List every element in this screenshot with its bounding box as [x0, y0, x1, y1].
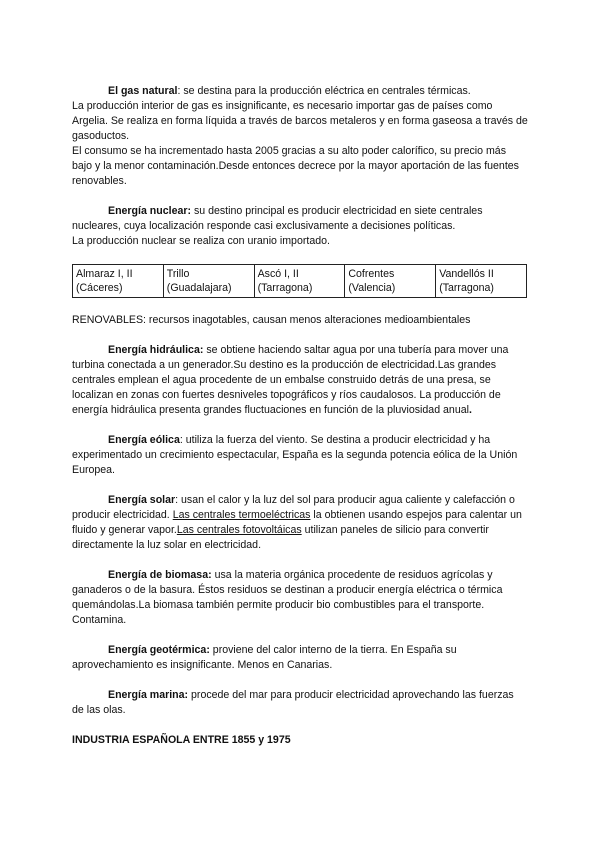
- table-row: [73, 265, 527, 298]
- nuclear-plants-table: [72, 264, 527, 298]
- table-cell: Almaraz I, II (Cáceres): [73, 265, 164, 298]
- hidraulica-title: Energía hidráulica:: [108, 344, 204, 356]
- gas-title: El gas natural: [108, 85, 178, 97]
- nuclear-paragraph: Energía nuclear: su destino principal es producir electricidad en siete centrales nucleares, cuya localización responde casi exclusivamente a decisiones políticas.: [72, 205, 483, 232]
- geotermica-paragraph: Energía geotérmica: proviene del calor interno de la tierra. En España su aprovechamiento es insignificante. Menos en Canarias.: [72, 644, 457, 671]
- table-cell: Vandellós II (Tarragona): [436, 265, 527, 298]
- eolica-paragraph: Energía eólica: utiliza la fuerza del viento. Se destina a producir electricidad y ha experimentado un crecimiento espectacular, España es la segunda potencia eólica de la Unión Europea.: [72, 434, 518, 476]
- biomasa-title: Energía de biomasa:: [108, 569, 212, 581]
- table-cell: Ascó I, II (Tarragona): [254, 265, 345, 298]
- geotermica-title: Energía geotérmica:: [108, 644, 210, 656]
- renovables-line: RENOVABLES: recursos inagotables, causan menos alteraciones medioambientales: [72, 314, 471, 326]
- table-cell: Cofrentes (Valencia): [345, 265, 436, 298]
- table-cell: Trillo (Guadalajara): [163, 265, 254, 298]
- solar-paragraph: Energía solar: usan el calor y la luz del sol para producir agua caliente y calefacción o producir electricidad. Las centrales termoeléctricas la obtienen usando espejos para calentar un fluido y generar vapor.Las centrales fotovoltáicas utilizan paneles de silicio para convertir directamente la luz solar en electricidad.: [72, 494, 522, 551]
- fotovoltaicas-link: Las centrales fotovoltáicas: [176, 524, 302, 536]
- termoelectricas-link: Las centrales termoeléctricas: [172, 509, 311, 521]
- gas-paragraph: El gas natural: se destina para la producción eléctrica en centrales térmicas.: [108, 85, 471, 97]
- gas-paragraph-3: El consumo se ha incrementado hasta 2005 gracias a su alto poder calorífico, su precio más bajo y la menor contaminación.Desde entonces decrece por la mayor aportación de las fuentes renovables.: [72, 145, 519, 187]
- eolica-title: Energía eólica: [108, 434, 180, 446]
- solar-title: Energía solar: [108, 494, 176, 506]
- section-heading: INDUSTRIA ESPAÑOLA ENTRE 1855 y 1975: [72, 734, 291, 746]
- nuclear-paragraph-2: La producción nuclear se realiza con uranio importado.: [72, 235, 330, 247]
- marina-paragraph: Energía marina: procede del mar para producir electricidad aprovechando las fuerzas de las olas.: [72, 689, 514, 716]
- document-page: [72, 84, 528, 748]
- nuclear-title: Energía nuclear:: [108, 205, 192, 217]
- biomasa-paragraph: Energía de biomasa: usa la materia orgánica procedente de residuos agrícolas y ganaderos o de la basura. Éstos residuos se destinan a producir energía eléctrica o térmica quemándolas.La biomasa también permite producir bio combustibles para el transporte. Contamina.: [72, 569, 503, 626]
- gas-paragraph-2: La producción interior de gas es insignificante, es necesario importar gas de países como Argelia. Se realiza en forma líquida a través de barcos metaleros y en forma gaseosa a través de gasoductos.: [72, 100, 528, 142]
- hidraulica-paragraph: Energía hidráulica: se obtiene haciendo saltar agua por una tubería para mover una turbina conectada a un generador.Su destino es la producción de electricidad.Las grandes centrales emplean el agua procedente de un embalse construido detrás de una presa, se localizan en zonas con fuertes desniveles topográficos y ríos caudalosos. La producción de energía hidráulica presenta grandes fluctuaciones en función de la pluviosidad anual.: [72, 344, 509, 416]
- marina-title: Energía marina:: [108, 689, 189, 701]
